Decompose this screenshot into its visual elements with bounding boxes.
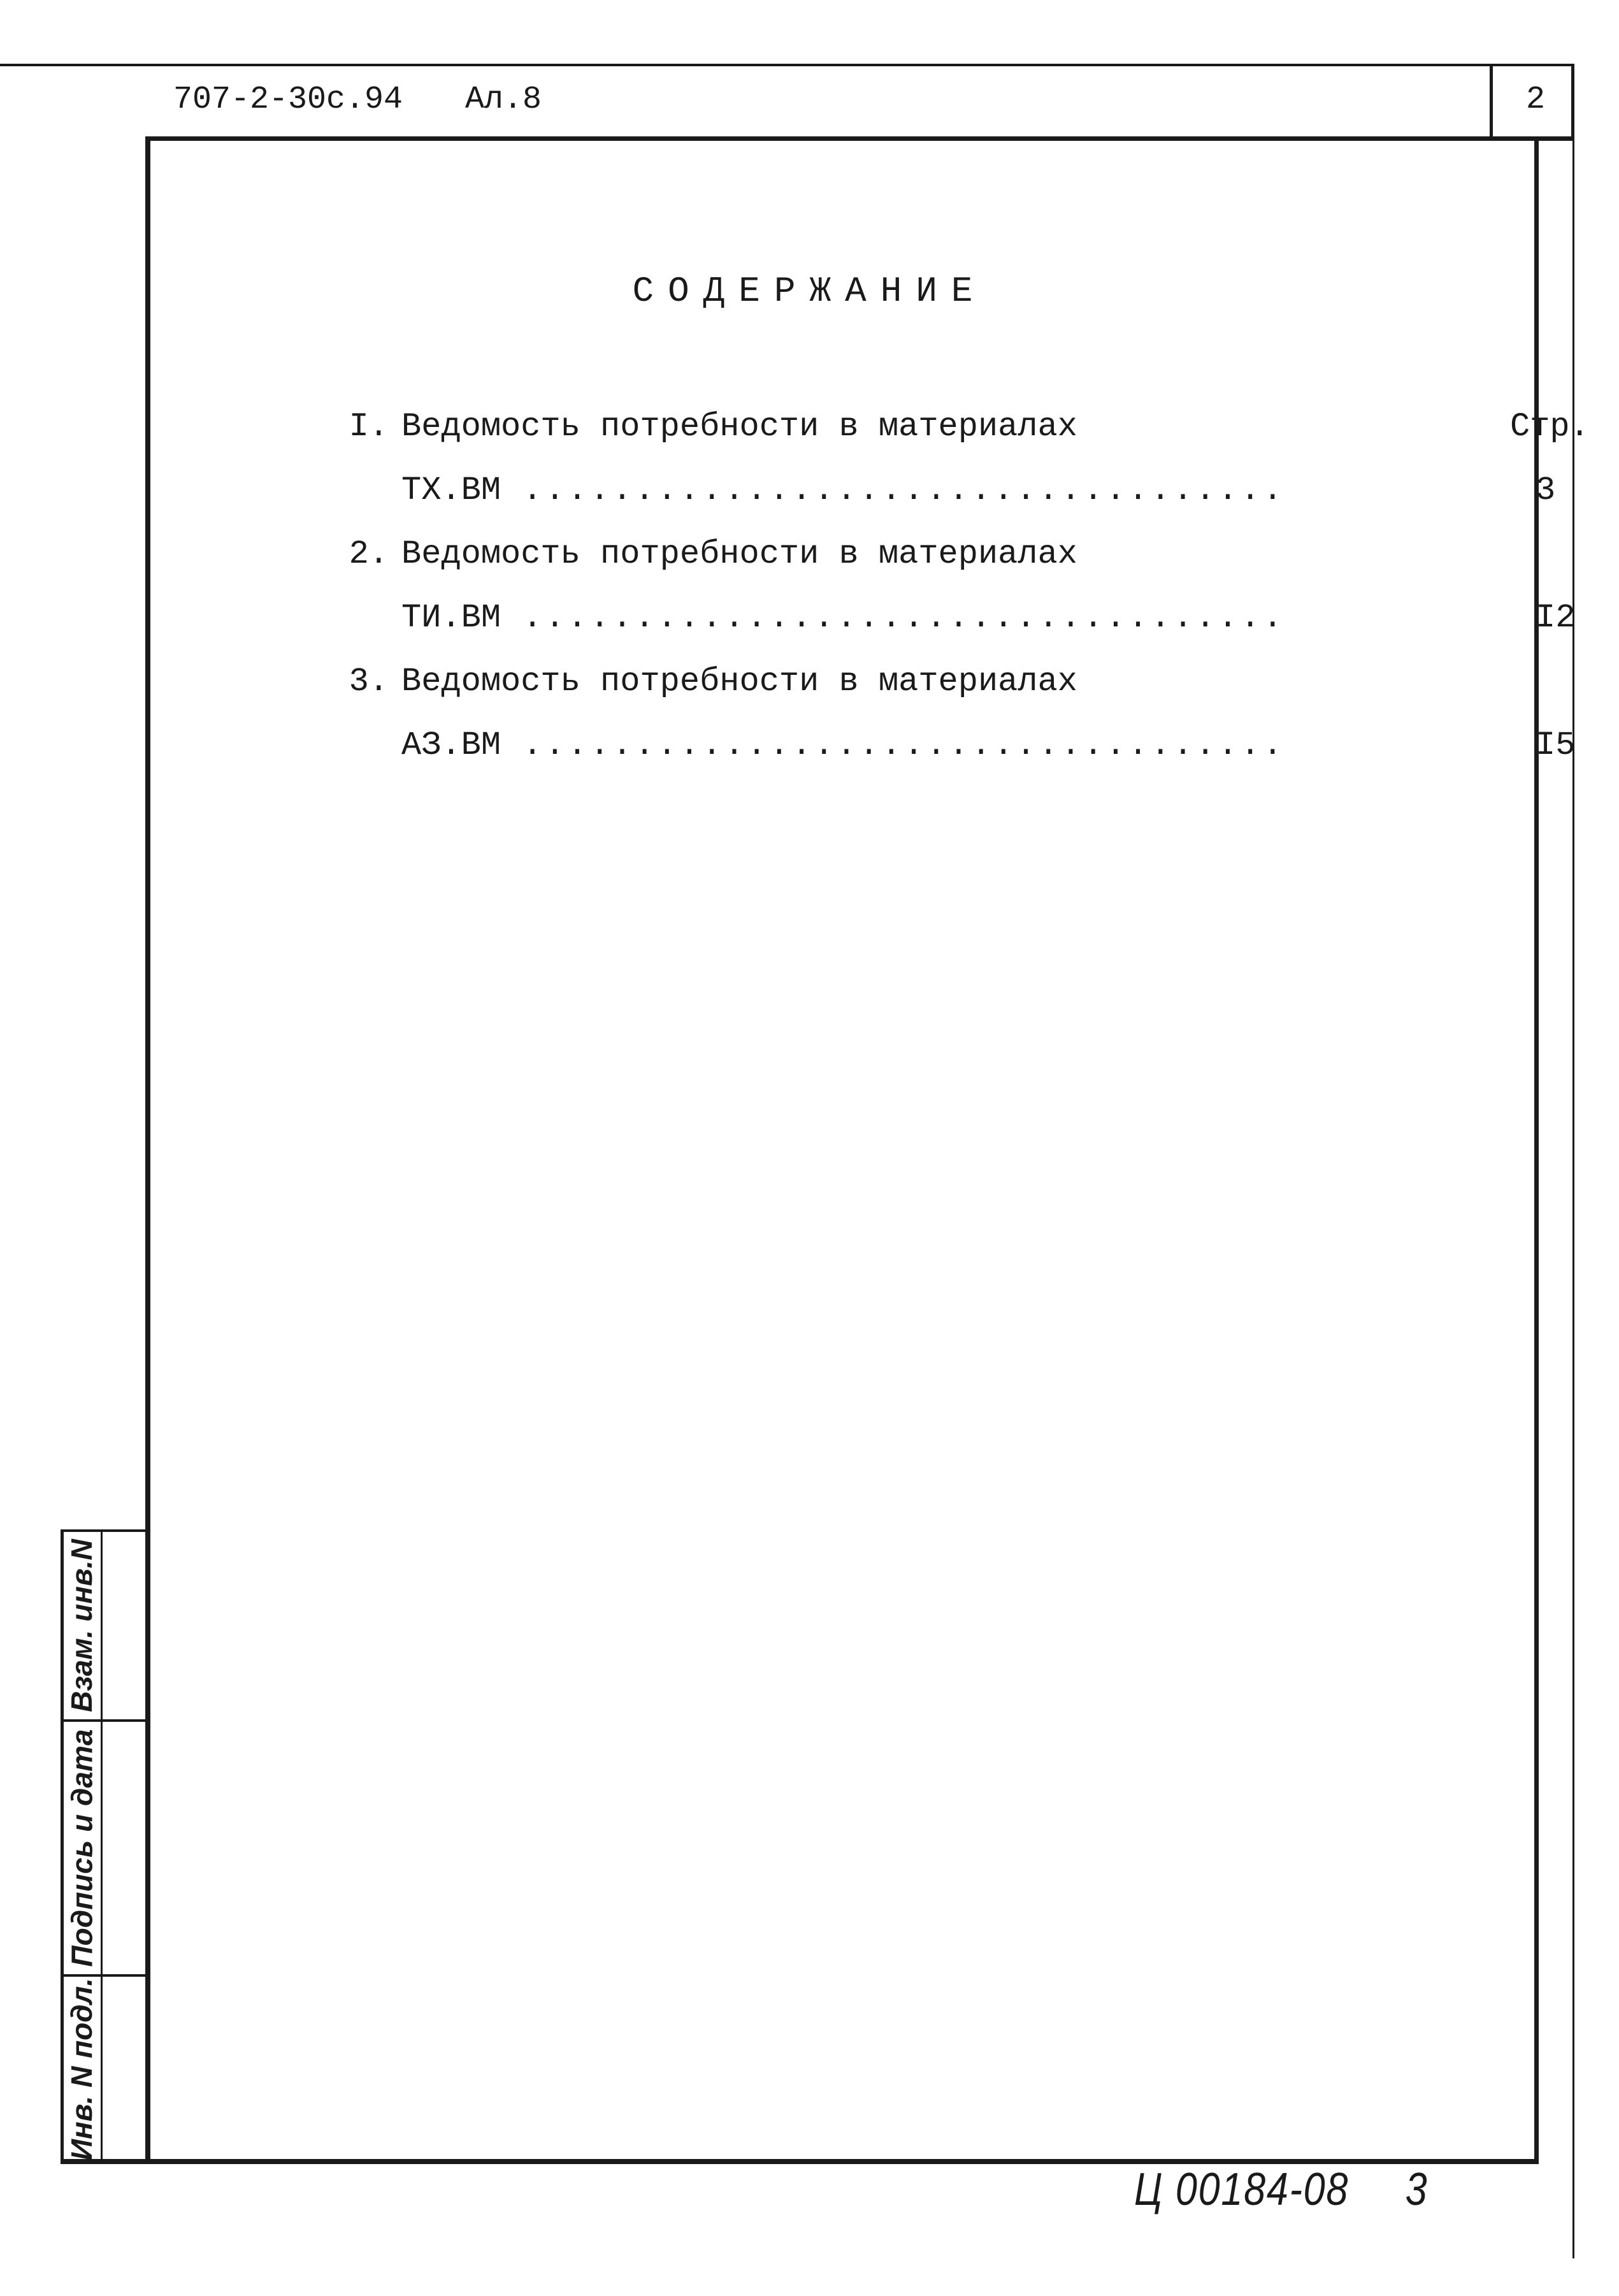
item-title: Ведомость потребности в материалах	[401, 408, 1077, 445]
doc-code: 707-2-30с.94	[173, 82, 403, 118]
archive-code	[1134, 2163, 1428, 2216]
frame-left-line	[145, 136, 150, 2164]
item-number: I.	[349, 408, 389, 445]
item-code: АЗ.ВМ	[401, 726, 501, 764]
item-code: ТХ.ВМ	[401, 472, 501, 509]
dot-leader: ..................................	[522, 599, 1285, 637]
sheet-box-left-line	[1490, 64, 1493, 139]
dot-leader: ..................................	[522, 726, 1285, 764]
stamp-inv-original	[61, 1977, 103, 2162]
item-page: 3	[1536, 472, 1556, 509]
sheet-box-right-line	[1571, 64, 1574, 139]
album-label: Ал.8	[465, 82, 542, 118]
archive-code-text: Ц 00184-08	[1134, 2164, 1349, 2215]
stamp-label: Инв. N подл.	[65, 1977, 98, 2161]
item-title: Ведомость потребности в материалах	[401, 535, 1077, 573]
item-number: 2.	[349, 535, 389, 573]
stamp-label: Подпись и дата	[65, 1729, 98, 1967]
item-page: I5	[1536, 726, 1576, 764]
footer-page: 3	[1405, 2164, 1428, 2215]
stamp-label: Взам. инв.N	[65, 1539, 98, 1712]
stamp-replacement-inv	[61, 1532, 103, 1719]
sheet-number: 2	[1525, 82, 1545, 118]
dot-leader: ..................................	[522, 472, 1285, 509]
item-code: ТИ.ВМ	[401, 599, 501, 637]
stamp-signature-date	[61, 1722, 103, 1974]
page-column-label: Стр.	[1510, 408, 1590, 445]
item-number: 3.	[349, 663, 389, 700]
top-edge-line	[0, 64, 1574, 66]
item-title: Ведомость потребности в материалах	[401, 663, 1077, 700]
page-title: СОДЕРЖАНИЕ	[632, 271, 987, 312]
item-page: I2	[1536, 599, 1576, 637]
frame-top-line	[147, 136, 1574, 141]
